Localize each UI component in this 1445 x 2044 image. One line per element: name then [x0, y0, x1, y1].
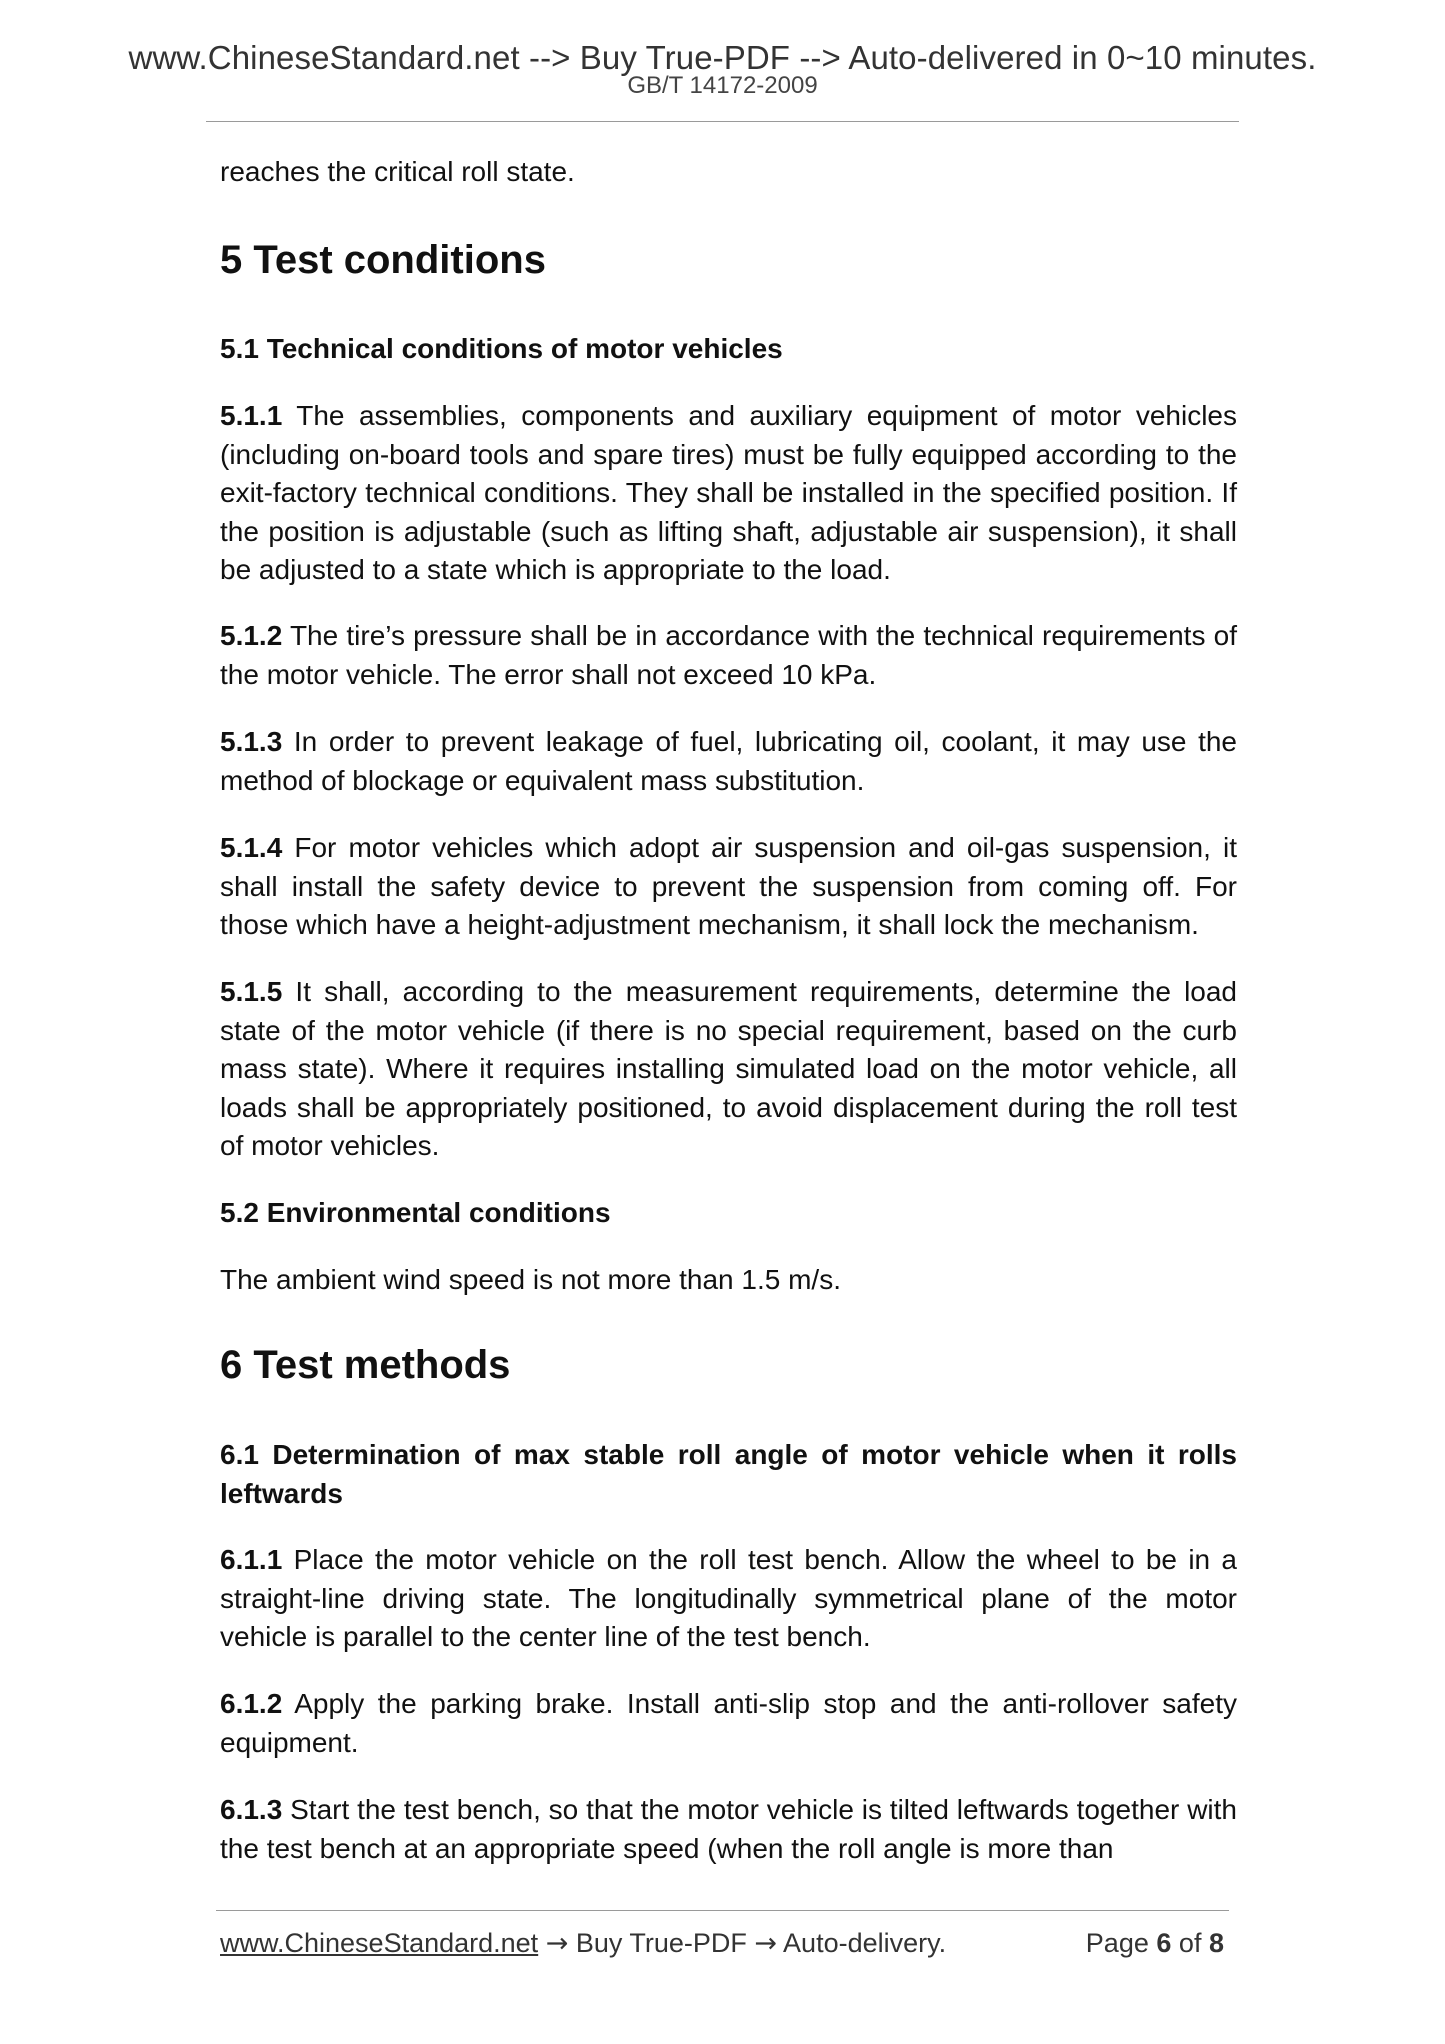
header-divider: [206, 121, 1239, 122]
section-5-2-title: 5.2 Environmental conditions: [220, 1197, 611, 1228]
clause-text: The assemblies, components and auxiliary equipment of motor vehicles (including on-board tools and spare tires) must be fully equipped according to the exit-factory technical conditions. They shall be installed in the specified position. If the position is adjustable (such as lifting shaft, adjustable air suspension), it shall be adjusted to a state which is appropriate to the load.: [220, 400, 1237, 585]
section-6-title: 6 Test methods: [220, 1343, 511, 1387]
document-id: GB/T 14172-2009: [627, 72, 818, 99]
clause-number: 6.1.2: [220, 1688, 283, 1719]
continuation-text: reaches the critical roll state.: [220, 156, 575, 187]
arrow-right-icon: →: [754, 1928, 778, 1959]
page-indicator: [1086, 1925, 1224, 1961]
environment-text: The ambient wind speed is not more than 1.5 m/s.: [220, 1264, 841, 1295]
section-5-1-title: 5.1 Technical conditions of motor vehicles: [220, 333, 783, 364]
clause-5-1-3: [220, 723, 1237, 800]
clause-number: 6.1.3: [220, 1794, 283, 1825]
clause-number: 5.1.4: [220, 832, 283, 863]
page-footer: [220, 1925, 1237, 1962]
page-total: 8: [1208, 1928, 1224, 1958]
clause-text: Apply the parking brake. Install anti-slip stop and the anti-rollover safety equipment.: [220, 1688, 1237, 1758]
clause-number: 5.1.5: [220, 976, 283, 1007]
section-5-title: 5 Test conditions: [220, 238, 546, 282]
clause-text: The tire’s pressure shall be in accordance with the technical requirements of the motor vehicle. The error shall not exceed 10 kPa.: [220, 620, 1237, 690]
buy-text: Buy True-PDF: [575, 1928, 747, 1958]
clause-number: 6.1.1: [220, 1544, 283, 1575]
page-label: Page: [1085, 1928, 1149, 1958]
clause-text: Place the motor vehicle on the roll test bench. Allow the wheel to be in a straight-line driving state. The longitudinally symmetrical plane of the motor vehicle is parallel to the center line of the test bench.: [220, 1544, 1237, 1652]
clause-text: For motor vehicles which adopt air suspension and oil-gas suspension, it shall install the safety device to prevent the suspension from coming off. For those which have a height-adjustment mechanism, it shall lock the mechanism.: [220, 832, 1237, 940]
clause-text: It shall, according to the measurement requirements, determine the load state of the motor vehicle (if there is no special requirement, based on the curb mass state). Where it requires installing simulated load on the motor vehicle, all loads shall be appropriately positioned, to avoid displacement during the roll test of motor vehicles.: [220, 976, 1237, 1161]
footer-divider: [216, 1910, 1229, 1911]
clause-number: 5.1.1: [220, 400, 283, 431]
page-number: 6: [1156, 1928, 1172, 1958]
clause-6-1-3: [220, 1791, 1237, 1868]
arrow-right-icon: →: [545, 1928, 569, 1959]
clause-5-1-2: [220, 617, 1237, 694]
site-banner: www.ChineseStandard.net --> Buy True-PDF --> Auto-delivered in 0~10 minutes.: [128, 39, 1317, 76]
clause-number: 5.1.2: [220, 620, 283, 651]
clause-number: 5.1.3: [220, 726, 283, 757]
clause-text: Start the test bench, so that the motor vehicle is tilted leftwards together with the test bench at an appropriate speed (when the roll angle is more than: [220, 1794, 1237, 1864]
clause-5-1-1: [220, 397, 1237, 590]
of-label: of: [1178, 1928, 1202, 1958]
auto-delivery-text: Auto-delivery.: [783, 1928, 947, 1958]
clause-6-1-2: [220, 1685, 1237, 1762]
section-6-1-title: 6.1 Determination of max stable roll angle of motor vehicle when it rolls leftwards: [220, 1439, 1237, 1509]
clause-6-1-1: [220, 1541, 1237, 1657]
site-link[interactable]: www.ChineseStandard.net: [220, 1928, 539, 1958]
clause-5-1-5: [220, 973, 1237, 1166]
clause-5-1-4: [220, 829, 1237, 945]
clause-text: In order to prevent leakage of fuel, lubricating oil, coolant, it may use the method of blockage or equivalent mass substitution.: [220, 726, 1237, 796]
